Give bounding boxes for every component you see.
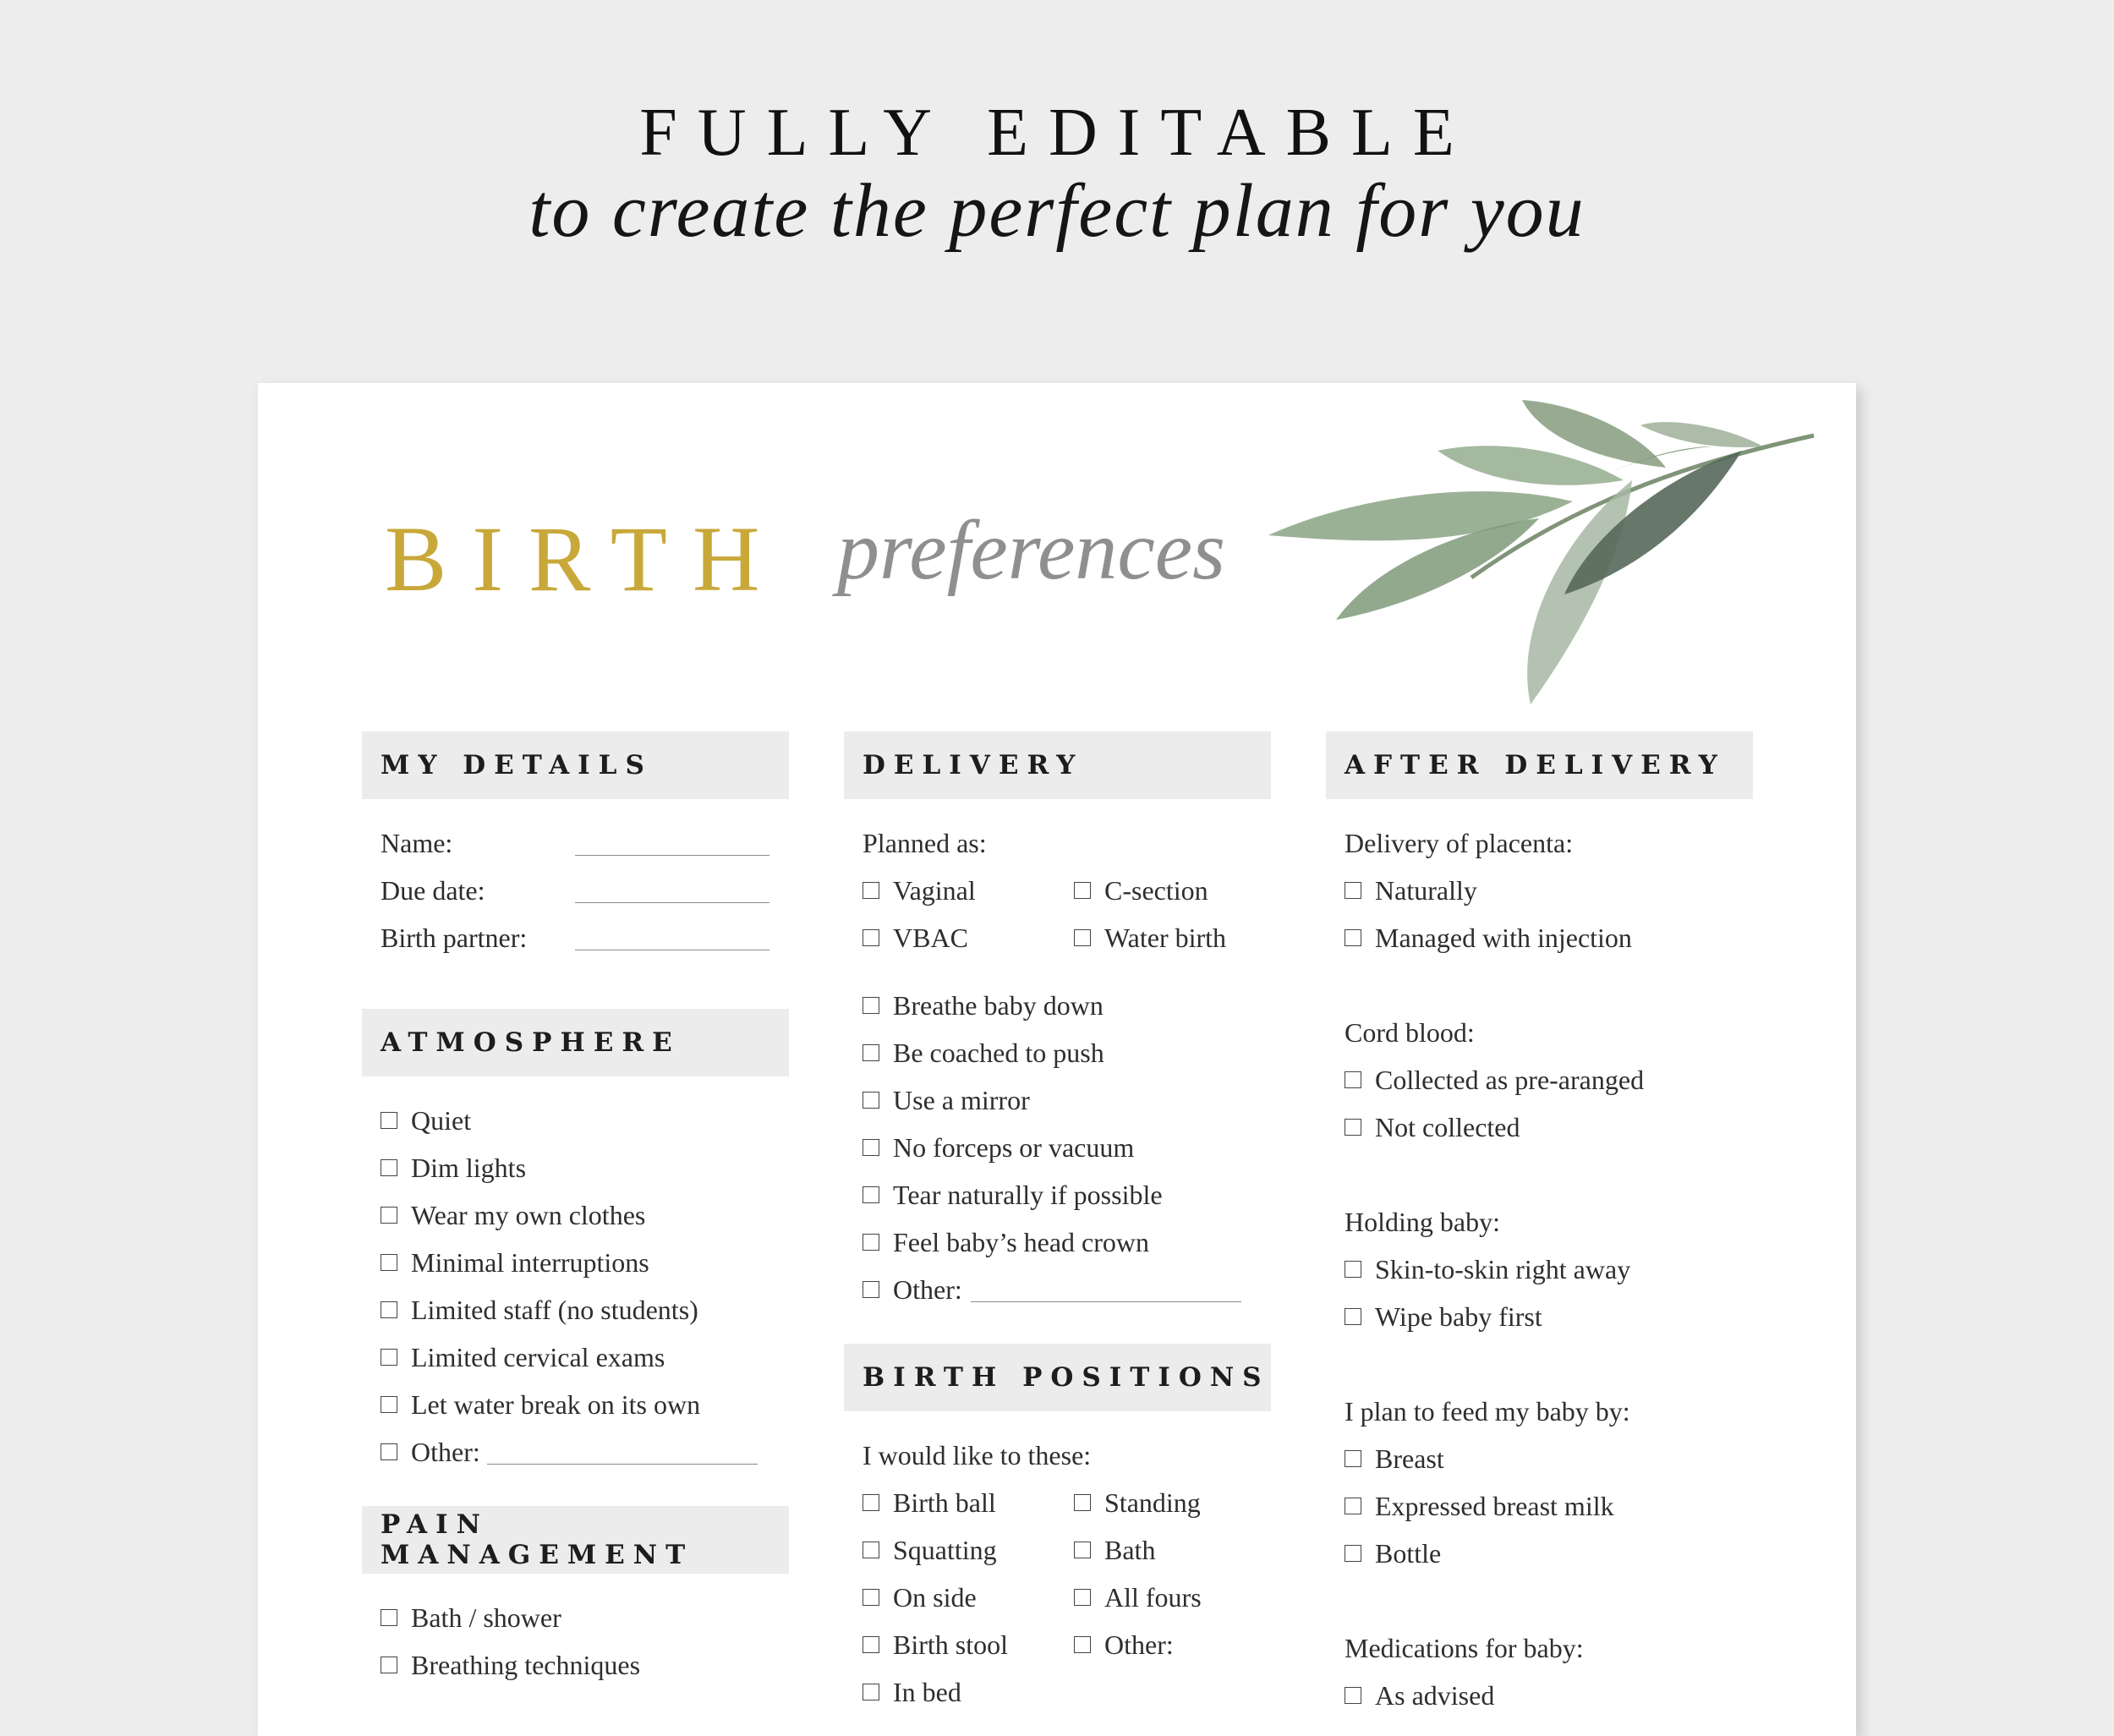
checkbox-label: Squatting	[893, 1534, 997, 1565]
checkbox-label: Minimal interruptions	[411, 1246, 649, 1278]
checkbox-water-birth[interactable]	[1055, 914, 1271, 961]
checkbox-wipe-baby[interactable]	[1326, 1293, 1753, 1340]
checkbox-own-clothes[interactable]	[362, 1191, 789, 1239]
checkbox-icon[interactable]	[381, 1443, 397, 1460]
checkbox-icon[interactable]	[863, 1684, 879, 1700]
checkbox-label: Bath	[1104, 1534, 1156, 1565]
checkbox-label: As advised	[1375, 1679, 1495, 1711]
detail-row-due-date	[362, 867, 789, 914]
checkbox-label: Skin-to-skin right away	[1375, 1253, 1631, 1284]
section-heading-pain-management: PAIN MANAGEMENT	[362, 1506, 789, 1574]
delivery-other-field[interactable]	[971, 1278, 1241, 1302]
checkbox-managed-injection[interactable]	[1326, 914, 1753, 961]
checkbox-icon[interactable]	[381, 1159, 397, 1176]
checkbox-icon[interactable]	[863, 1494, 879, 1511]
section-heading-my-details: MY DETAILS	[362, 731, 789, 799]
section-heading-birth-positions: BIRTH POSITIONS	[844, 1344, 1271, 1411]
sheet-title-preferences: preferences	[837, 503, 1226, 597]
checkbox-breathe-down[interactable]	[844, 982, 1271, 1029]
checkbox-label: Collected as pre-aranged	[1375, 1064, 1645, 1095]
checkbox-label: Tear naturally if possible	[893, 1179, 1163, 1210]
section-heading-atmosphere: ATMOSPHERE	[362, 1009, 789, 1076]
checkbox-icon[interactable]	[381, 1396, 397, 1413]
checkbox-vbac[interactable]	[844, 914, 1055, 961]
checkbox-icon[interactable]	[381, 1301, 397, 1318]
checkbox-dim-lights[interactable]	[362, 1144, 789, 1191]
checkbox-label: Limited cervical exams	[411, 1341, 665, 1372]
checkbox-label: VBAC	[893, 922, 968, 953]
checkbox-on-side[interactable]	[844, 1574, 1055, 1621]
checkbox-label: Breathe baby down	[893, 989, 1104, 1021]
feeding-label: I plan to feed my baby by:	[1345, 1396, 1630, 1427]
column-middle	[844, 731, 1271, 1716]
checkbox-label: Bottle	[1375, 1537, 1442, 1569]
checkbox-label: Water birth	[1104, 922, 1227, 953]
checkbox-icon[interactable]	[863, 882, 879, 899]
due-date-field[interactable]	[575, 879, 769, 903]
checkbox-vaginal[interactable]	[844, 867, 1055, 914]
checkbox-label: Naturally	[1375, 874, 1477, 906]
checkbox-label: Other:	[893, 1273, 962, 1305]
checkbox-collected[interactable]	[1326, 1056, 1753, 1103]
checkbox-as-advised[interactable]	[1326, 1672, 1753, 1719]
checkbox-icon[interactable]	[1074, 1542, 1091, 1558]
checkbox-icon[interactable]	[863, 1589, 879, 1606]
checkbox-naturally[interactable]	[1326, 867, 1753, 914]
checkbox-label: Vaginal	[893, 874, 976, 906]
name-field[interactable]	[575, 831, 769, 856]
placenta-label: Delivery of placenta:	[1345, 828, 1574, 858]
checkbox-minimal-interruptions[interactable]	[362, 1239, 789, 1286]
checkbox-birth-ball[interactable]	[844, 1479, 1055, 1526]
section-heading-after-delivery: AFTER DELIVERY	[1326, 731, 1753, 799]
checkbox-in-bed[interactable]	[844, 1668, 1055, 1716]
checkbox-label: Other:	[1104, 1629, 1174, 1660]
detail-row-birth-partner	[362, 914, 789, 961]
checkbox-icon[interactable]	[1345, 1545, 1361, 1562]
checkbox-icon[interactable]	[1345, 1687, 1361, 1704]
checkbox-label: Other:	[411, 1436, 480, 1467]
detail-row-name	[362, 819, 789, 867]
checkbox-tear-naturally[interactable]	[844, 1171, 1271, 1218]
checkbox-icon[interactable]	[863, 1092, 879, 1109]
checkbox-label: Quiet	[411, 1104, 472, 1136]
position-options	[844, 1479, 1271, 1716]
checkbox-icon[interactable]	[863, 1281, 879, 1298]
checkbox-label: Use a mirror	[893, 1084, 1030, 1115]
checkbox-icon[interactable]	[1074, 1589, 1091, 1606]
checkbox-bath[interactable]	[1055, 1526, 1271, 1574]
checkbox-icon[interactable]	[1345, 1450, 1361, 1467]
leaf-branch-illustration	[1268, 400, 1818, 704]
checkbox-label: In bed	[893, 1676, 961, 1707]
checkbox-label: Breathing techniques	[411, 1649, 641, 1680]
checkbox-label: Birth ball	[893, 1487, 996, 1518]
positions-intro: I would like to these:	[863, 1440, 1092, 1470]
column-right	[1326, 731, 1753, 1719]
checkbox-icon[interactable]	[1345, 1308, 1361, 1325]
checkbox-label: Dim lights	[411, 1152, 527, 1183]
checkbox-skin-to-skin[interactable]	[1326, 1246, 1753, 1293]
checkbox-icon[interactable]	[1345, 1498, 1361, 1514]
checkbox-expressed-milk[interactable]	[1326, 1482, 1753, 1530]
checkbox-limited-staff[interactable]	[362, 1286, 789, 1333]
checkbox-icon[interactable]	[863, 1542, 879, 1558]
checkbox-label: Be coached to push	[893, 1037, 1104, 1068]
birth-plan-sheet	[258, 383, 1856, 1736]
banner-title: FULLY EDITABLE	[639, 96, 1475, 170]
sheet-title-birth: BIRTH	[385, 507, 786, 611]
checkbox-coached-push[interactable]	[844, 1029, 1271, 1076]
checkbox-limited-exams[interactable]	[362, 1333, 789, 1381]
detail-label: Name:	[381, 827, 453, 858]
checkbox-icon[interactable]	[1345, 1261, 1361, 1278]
checkbox-icon[interactable]	[381, 1112, 397, 1129]
checkbox-label: Standing	[1104, 1487, 1201, 1518]
checkbox-breast[interactable]	[1326, 1435, 1753, 1482]
atmosphere-other-field[interactable]	[487, 1440, 758, 1465]
planned-as-label: Planned as:	[863, 828, 987, 858]
checkbox-bath-shower[interactable]	[362, 1594, 789, 1641]
checkbox-no-forceps[interactable]	[844, 1124, 1271, 1171]
checkbox-water-break[interactable]	[362, 1381, 789, 1428]
checkbox-icon[interactable]	[1345, 1119, 1361, 1136]
medications-label: Medications for baby:	[1345, 1633, 1584, 1663]
checkbox-label: Wear my own clothes	[411, 1199, 646, 1230]
checkbox-not-collected[interactable]	[1326, 1103, 1753, 1151]
checkbox-atmosphere-other[interactable]	[362, 1428, 789, 1476]
planned-options	[844, 867, 1271, 961]
checkbox-icon[interactable]	[381, 1254, 397, 1271]
checkbox-label: C-section	[1104, 874, 1208, 906]
checkbox-icon[interactable]	[863, 1234, 879, 1251]
checkbox-label: All fours	[1104, 1581, 1202, 1613]
holding-baby-label: Holding baby:	[1345, 1207, 1500, 1237]
checkbox-icon[interactable]	[1345, 929, 1361, 946]
checkbox-icon[interactable]	[863, 1044, 879, 1061]
checkbox-label: Managed with injection	[1375, 922, 1632, 953]
checkbox-icon[interactable]	[863, 1139, 879, 1156]
checkbox-label: Not collected	[1375, 1111, 1520, 1142]
checkbox-squatting[interactable]	[844, 1526, 1055, 1574]
checkbox-quiet[interactable]	[362, 1097, 789, 1144]
checkbox-standing[interactable]	[1055, 1479, 1271, 1526]
checkbox-icon[interactable]	[1074, 882, 1091, 899]
checkbox-label: Limited staff (no students)	[411, 1294, 698, 1325]
checkbox-positions-other[interactable]	[1055, 1621, 1271, 1668]
checkbox-mirror[interactable]	[844, 1076, 1271, 1124]
checkbox-icon[interactable]	[1074, 1636, 1091, 1653]
checkbox-head-crown[interactable]	[844, 1218, 1271, 1266]
detail-label: Due date:	[381, 874, 485, 906]
checkbox-breathing[interactable]	[362, 1641, 789, 1689]
checkbox-icon[interactable]	[863, 1186, 879, 1203]
checkbox-label: Wipe baby first	[1375, 1301, 1542, 1332]
checkbox-icon[interactable]	[1345, 1071, 1361, 1088]
section-heading-delivery: DELIVERY	[844, 731, 1271, 799]
checkbox-label: Expressed breast milk	[1375, 1490, 1614, 1521]
birth-partner-field[interactable]	[575, 926, 769, 950]
checkbox-label: Breast	[1375, 1443, 1444, 1474]
checkbox-birth-stool[interactable]	[844, 1621, 1055, 1668]
checkbox-label: No forceps or vacuum	[893, 1131, 1135, 1163]
checkbox-label: Let water break on its own	[411, 1388, 701, 1420]
column-left	[362, 731, 789, 1689]
checkbox-icon[interactable]	[381, 1657, 397, 1673]
checkbox-delivery-other[interactable]	[844, 1266, 1271, 1313]
checkbox-label: Bath / shower	[411, 1602, 561, 1633]
checkbox-icon[interactable]	[863, 1636, 879, 1653]
banner-subtitle: to create the perfect plan for you	[528, 169, 1586, 253]
checkbox-icon[interactable]	[381, 1609, 397, 1626]
checkbox-label: Birth stool	[893, 1629, 1009, 1660]
checkbox-icon[interactable]	[863, 997, 879, 1014]
checkbox-label: Feel baby’s head crown	[893, 1226, 1150, 1257]
checkbox-icon[interactable]	[863, 929, 879, 946]
checkbox-c-section[interactable]	[1055, 867, 1271, 914]
checkbox-bottle[interactable]	[1326, 1530, 1753, 1577]
cord-blood-label: Cord blood:	[1345, 1017, 1475, 1048]
checkbox-icon[interactable]	[381, 1349, 397, 1366]
checkbox-icon[interactable]	[381, 1207, 397, 1224]
checkbox-icon[interactable]	[1074, 1494, 1091, 1511]
checkbox-icon[interactable]	[1074, 929, 1091, 946]
checkbox-icon[interactable]	[1345, 882, 1361, 899]
checkbox-label: On side	[893, 1581, 977, 1613]
detail-label: Birth partner:	[381, 922, 528, 953]
checkbox-all-fours[interactable]	[1055, 1574, 1271, 1621]
